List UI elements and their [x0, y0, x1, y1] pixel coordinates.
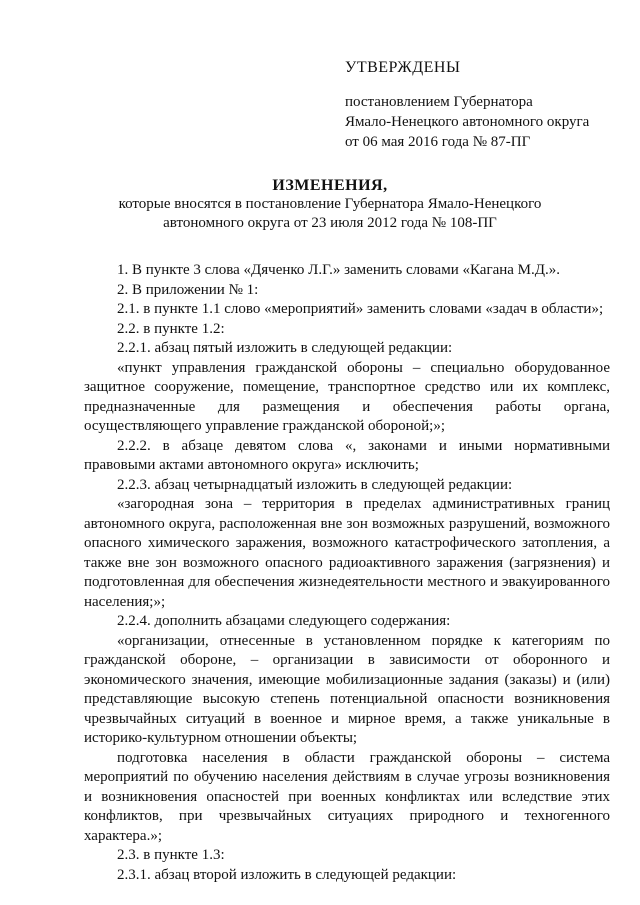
approval-line: Ямало-Ненецкого автономного округа [345, 114, 590, 130]
paragraph: 2.2.1. абзац пятый изложить в следующей редакции: [117, 340, 453, 356]
document-body [84, 261, 610, 885]
document-title [60, 176, 600, 233]
paragraph: «организации, отнесенные в установленном порядке к категориям по гражданской обороне, – организации в зависимости от оборонного и экономического значения, имеющие мобилизационные задания (заказы) и (или) представляющие высокую степень потенциальной опасности возникновения чрезвычайных ситуаций в военное и мирное время, а также уникальные в историко-культурном отношении объекты; [84, 632, 610, 746]
approval-heading: УТВЕРЖДЕНЫ [345, 59, 461, 76]
paragraph: 2.3. в пункте 1.3: [117, 847, 225, 863]
paragraph: 2.2. в пункте 1.2: [117, 320, 225, 337]
approval-line: постановлением Губернатора [345, 94, 533, 110]
paragraph: 2.2.2. в абзаце девятом слова «, законами и иными нормативными правовыми актами автономного округа» исключить; [84, 437, 610, 473]
paragraph: 1. В пункте 3 слова «Дяченко Л.Г.» заменить словами «Кагана М.Д.». [117, 262, 561, 278]
title-line: которые вносятся в постановление Губернатора Ямало-Ненецкого [118, 196, 542, 212]
paragraph: подготовка населения в области гражданской обороны – система мероприятий по обучению населения действиям в случае угрозы возникновения и возникновения опасностей при военных конфликтах или вследствие этих конфликтов, при чрезвычайных ситуациях природного и техногенного характера.»; [84, 749, 610, 844]
paragraph: 2.3.1. абзац второй изложить в следующей редакции: [117, 866, 457, 883]
paragraph: 2.2.4. дополнить абзацами следующего содержания: [117, 613, 451, 629]
paragraph: «загородная зона – территория в пределах административных границ автономного округа, расположенная вне зон возможных разрушений, возможного опасного химического заражения, возможного катастрофического затопления, а также вне зон возможного опасного радиоактивного заражения (загрязнения) и подготовленная для обеспечения жизнедеятельности местного и эвакуированного населения;»; [84, 496, 610, 610]
approval-line: от 06 мая 2016 года № 87-ПГ [345, 134, 531, 150]
paragraph: 2.2.3. абзац четырнадцатый изложить в следующей редакции: [117, 476, 513, 493]
title-heading: ИЗМЕНЕНИЯ, [272, 177, 388, 194]
paragraph: «пункт управления гражданской обороны – специально оборудованное защитное сооружение, помещение, транспортное средство или их комплекс, предназначенные для размещения и обеспечения работы органа, осуществляющего управление гражданской обороной;»; [84, 359, 610, 434]
paragraph: 2.1. в пункте 1.1 слово «мероприятий» заменить словами «задач в области»; [117, 301, 604, 317]
title-line: автономного округа от 23 июля 2012 года № 108-ПГ [163, 215, 497, 231]
approval-block [345, 58, 615, 152]
paragraph: 2. В приложении № 1: [117, 281, 259, 298]
